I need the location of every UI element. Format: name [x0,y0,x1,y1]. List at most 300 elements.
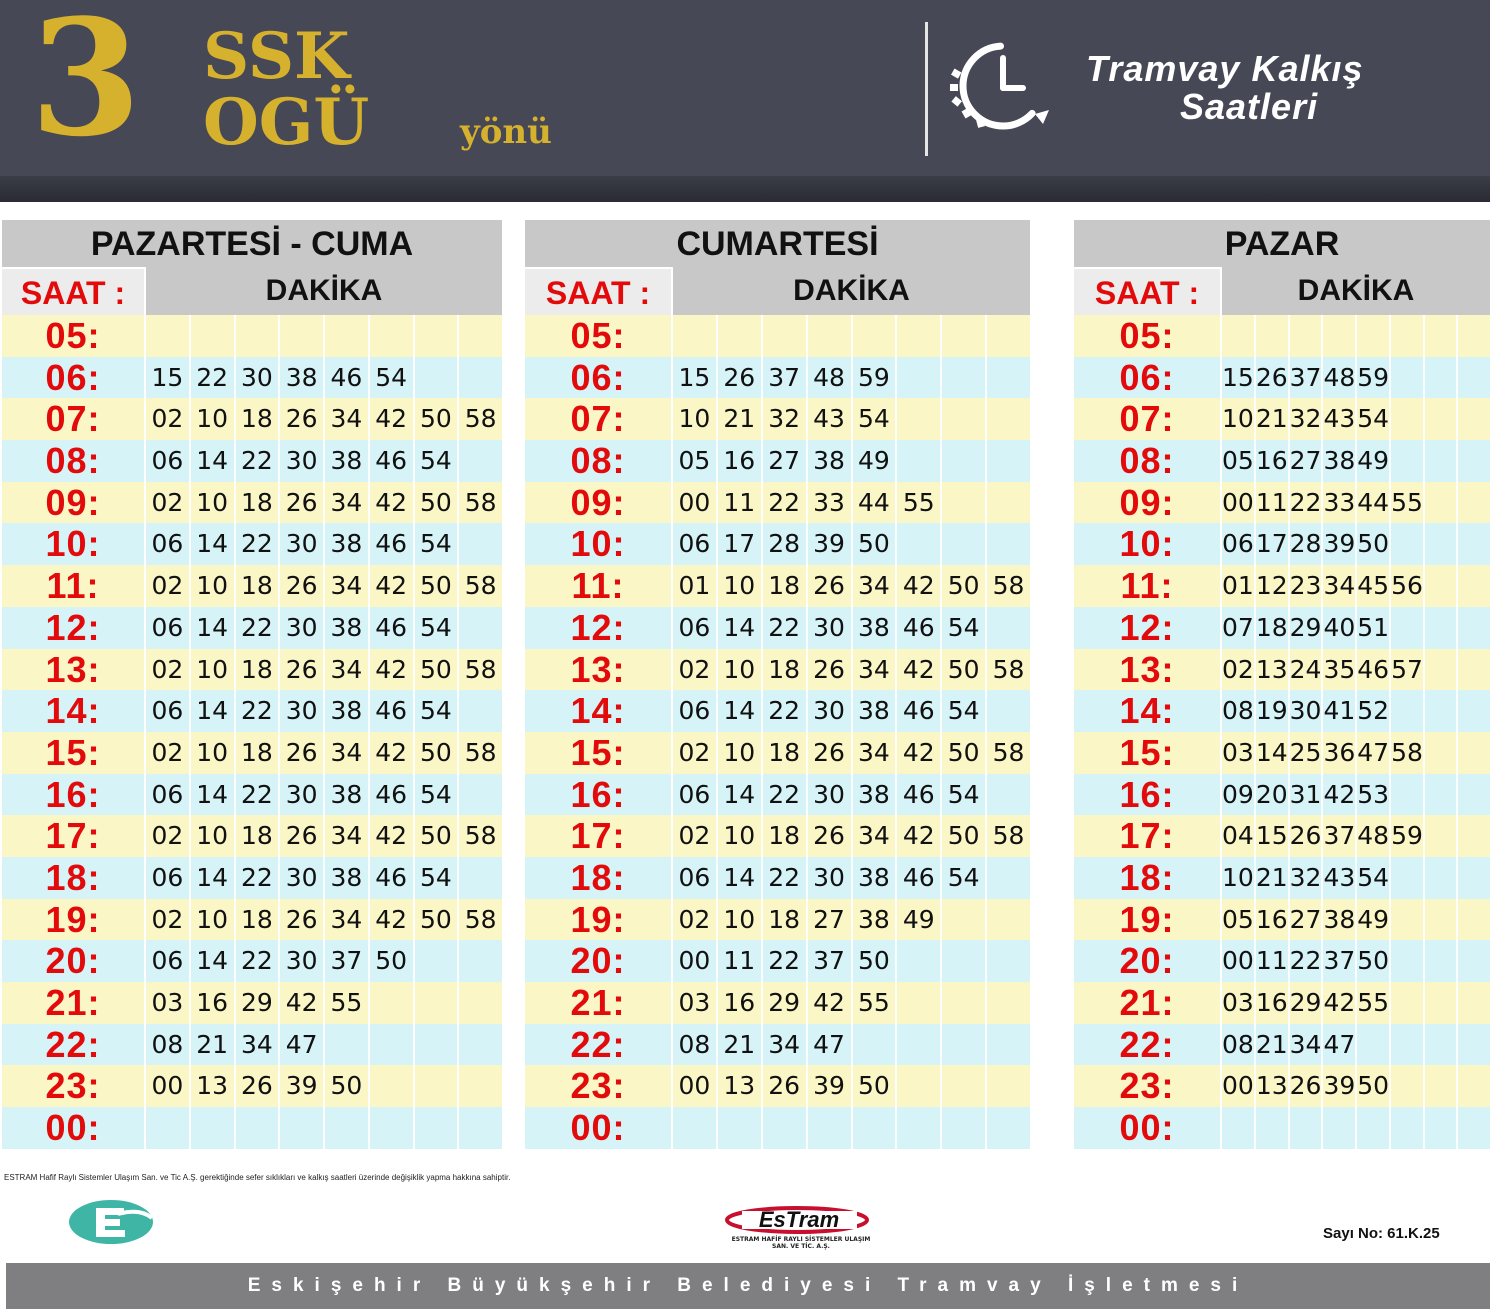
minute-cell [368,1065,413,1107]
minute-cell: 18 [234,398,279,440]
minute-cell: 07 [1222,612,1254,642]
minute-cell [457,774,502,816]
hour-cell: 17: [525,815,673,857]
hour-cell: 17: [2,815,146,857]
minute-cell: 39 [278,1065,323,1107]
minute-cell: 54 [940,607,985,649]
minute-cell [189,1107,234,1149]
minute-cell: 58 [457,398,502,440]
minute-cell: 03 [678,988,711,1017]
minute-cell: 17 [716,523,761,565]
minute-cell [1456,1065,1490,1107]
minutes-cells [673,482,1030,524]
minute-cell: 08 [678,1029,711,1059]
minute-cell: 14 [189,857,234,899]
timetable-row [1074,357,1490,399]
hour-column-header: SAAT : [2,267,146,315]
hour-cell: 14: [1074,690,1222,732]
minute-cell: 51 [1355,607,1389,649]
minute-cell [940,315,985,357]
minutes-cells [673,690,1030,732]
minute-cell [1423,357,1457,399]
timetable-row [2,774,502,816]
minutes-cells [1222,398,1490,440]
hour-cell: 12: [1074,607,1222,649]
minute-cell [673,1107,716,1149]
minute-cell: 02 [151,654,184,684]
hour-cell: 22: [2,1024,146,1066]
line-number: 3 [30,0,142,172]
minutes-cells [1222,357,1490,399]
minute-cell: 34 [323,815,368,857]
minute-cell: 10 [716,899,761,941]
minutes-cells [1222,565,1490,607]
timetable-row [2,1024,502,1066]
minutes-cells [673,607,1030,649]
minutes-cells [146,649,502,691]
minute-cell: 10 [189,899,234,941]
minute-cell: 46 [368,523,413,565]
minutes-cells [146,482,502,524]
minutes-cells [673,315,1030,357]
minute-cell: 49 [895,899,940,941]
minute-cell: 02 [678,821,711,851]
minutes-cells [146,607,502,649]
minute-cell: 47 [1355,732,1389,774]
minute-cell [851,1024,896,1066]
minute-cell: 34 [851,815,896,857]
minute-cell [1456,1024,1490,1066]
table-header-row [1074,267,1490,315]
timetable-row [525,815,1030,857]
minute-cell [457,315,502,357]
minute-cell [985,774,1030,816]
minute-cell: 46 [368,857,413,899]
minute-cell [1389,1065,1423,1107]
timetable-row [2,649,502,691]
minute-cell [1456,565,1490,607]
minute-cell: 03 [151,988,184,1017]
minute-cell: 02 [678,904,711,934]
minute-cell: 54 [413,523,458,565]
minute-cell: 13 [1254,649,1288,691]
timetable-row [1074,940,1490,982]
minute-cell [1423,857,1457,899]
minute-cell [1423,607,1457,649]
minute-cell [985,857,1030,899]
minute-cell: 14 [189,774,234,816]
minute-cell: 54 [1355,398,1389,440]
minute-cell: 14 [189,440,234,482]
minute-cell: 37 [761,357,806,399]
minute-cell [1423,940,1457,982]
minute-cell [985,1065,1030,1107]
minute-cell: 22 [761,607,806,649]
timetable-row [1074,398,1490,440]
hour-cell: 14: [2,690,146,732]
minute-cell: 46 [895,857,940,899]
minute-cell [673,315,716,357]
minute-cell: 52 [1355,690,1389,732]
minute-cell: 38 [851,690,896,732]
minute-cell [457,1024,502,1066]
minute-cell: 42 [368,815,413,857]
minute-cell [1423,649,1457,691]
minute-cell: 22 [761,940,806,982]
minute-cell: 14 [716,690,761,732]
minute-cell: 22 [761,774,806,816]
minute-cell: 50 [413,815,458,857]
hour-column-header: SAAT : [525,267,673,315]
direction-suffix: yönü [460,112,552,152]
minute-cell [1389,1024,1423,1066]
minute-cell: 14 [716,857,761,899]
timetable-row [1074,482,1490,524]
minute-cell: 46 [323,357,368,399]
minute-cell: 34 [323,899,368,941]
minute-cell: 14 [1254,732,1288,774]
minutes-cells [1222,774,1490,816]
minute-cell [1456,732,1490,774]
minute-cell: 08 [1222,696,1254,726]
minute-cell: 54 [413,607,458,649]
minute-cell: 54 [413,857,458,899]
minute-cell: 55 [1389,482,1423,524]
timetable-row [525,1065,1030,1107]
minute-cell: 29 [234,982,279,1024]
minutes-cells [1222,607,1490,649]
minute-cell [1456,815,1490,857]
minute-cell: 29 [1288,982,1322,1024]
minute-cell [457,440,502,482]
timetable-row [2,315,502,357]
hour-cell: 08: [525,440,673,482]
minute-cell: 27 [1288,440,1322,482]
minute-cell [1389,940,1423,982]
minute-cell: 42 [895,815,940,857]
minute-cell: 21 [1254,1024,1288,1066]
minute-cell: 10 [716,649,761,691]
timetable-row [2,857,502,899]
minute-cell [985,899,1030,941]
hour-cell: 13: [525,649,673,691]
minute-cell: 08 [1222,1029,1254,1059]
minute-cell: 16 [189,982,234,1024]
minute-cell: 54 [940,690,985,732]
minute-cell: 15 [1254,815,1288,857]
hour-cell: 06: [2,357,146,399]
minute-cell [413,1065,458,1107]
minute-cell: 30 [806,774,851,816]
minutes-cells [1222,649,1490,691]
minute-cell: 43 [806,398,851,440]
hour-cell: 05: [1074,315,1222,357]
timetable-row [525,482,1030,524]
minute-cell: 50 [940,565,985,607]
minute-cell [1456,357,1490,399]
hour-cell: 15: [1074,732,1222,774]
minute-cell: 14 [189,607,234,649]
hour-cell: 12: [525,607,673,649]
minute-cell [413,357,458,399]
minute-cell [1456,940,1490,982]
minute-cell [1288,1107,1322,1149]
minute-cell: 58 [457,482,502,524]
minute-cell [457,523,502,565]
minute-cell [1456,982,1490,1024]
minute-cell [851,315,896,357]
minute-cell [413,1107,458,1149]
minute-cell: 55 [323,982,368,1024]
hour-cell: 21: [525,982,673,1024]
timetable-row [1074,857,1490,899]
timetable-row [525,899,1030,941]
minute-cell [985,315,1030,357]
minute-cell: 58 [457,565,502,607]
estram-logo-mark [722,1204,872,1236]
minute-cell: 26 [1254,357,1288,399]
timetable-row [2,398,502,440]
minute-cell: 05 [1222,904,1254,934]
hour-cell: 00: [525,1107,673,1149]
minute-cell: 46 [368,774,413,816]
minutes-cells [673,982,1030,1024]
minute-cell [1423,732,1457,774]
minute-cell: 46 [895,607,940,649]
minute-cell: 00 [678,487,711,517]
minute-cell [1423,1107,1457,1149]
minute-cell: 40 [1321,607,1355,649]
hour-cell: 16: [2,774,146,816]
minute-cell: 06 [678,779,711,809]
minutes-cells [673,732,1030,774]
minute-cell [1389,1107,1423,1149]
minute-cell: 06 [151,946,184,976]
timetable-row [1074,1065,1490,1107]
minute-cell [457,1065,502,1107]
minute-cell [985,1107,1030,1149]
hour-cell: 20: [525,940,673,982]
minute-cell: 50 [413,482,458,524]
bottom-banner [6,1263,1490,1309]
minute-cell: 58 [985,565,1030,607]
minute-cell: 59 [851,357,896,399]
minute-cell: 54 [940,857,985,899]
minute-cell: 26 [278,565,323,607]
timetable-row [1074,1024,1490,1066]
minute-cell: 38 [323,774,368,816]
minute-cell: 50 [851,1065,896,1107]
minute-cell: 02 [1222,654,1254,684]
timetable-row [1074,565,1490,607]
minute-cell [1456,774,1490,816]
minute-cell: 57 [1389,649,1423,691]
minute-cell: 34 [234,1024,279,1066]
minute-cell: 58 [985,649,1030,691]
minute-cell: 02 [151,737,184,767]
minute-cell: 58 [457,815,502,857]
minutes-cells [146,1107,502,1149]
minute-cell [985,982,1030,1024]
minute-cell: 06 [678,529,711,559]
minute-cell: 41 [1321,690,1355,732]
minute-cell: 16 [1254,982,1288,1024]
minute-cell [985,357,1030,399]
minute-cell: 10 [189,482,234,524]
minute-cell [368,315,413,357]
minute-cell: 15 [1222,362,1254,392]
timetable-row [2,940,502,982]
minute-cell: 38 [278,357,323,399]
minute-cell: 36 [1321,732,1355,774]
minute-cell: 30 [278,440,323,482]
minute-cell [1456,315,1490,357]
timetable-row [2,482,502,524]
minute-cell: 10 [189,565,234,607]
minute-cell: 21 [1254,398,1288,440]
minute-cell [895,940,940,982]
minute-cell [895,398,940,440]
minute-cell: 06 [678,862,711,892]
minute-cell: 26 [716,357,761,399]
minute-cell [940,899,985,941]
minute-cell [1222,315,1254,357]
minute-cell: 22 [234,607,279,649]
minute-cell [1389,690,1423,732]
minutes-cells [146,523,502,565]
minute-cell [985,482,1030,524]
timetable-row [525,1107,1030,1149]
minute-cell: 50 [1355,523,1389,565]
minute-cell: 30 [806,607,851,649]
minute-cell [716,1107,761,1149]
minute-cell [1423,398,1457,440]
timetable-row [525,649,1030,691]
minute-cell [323,1107,368,1149]
hour-cell: 11: [2,565,146,607]
minute-cell: 50 [940,649,985,691]
table-saturday [525,220,1030,1149]
timetable-row [1074,774,1490,816]
minute-cell [1456,607,1490,649]
minute-cell [457,357,502,399]
hour-cell: 16: [1074,774,1222,816]
minutes-cells [1222,1065,1490,1107]
minutes-cells [1222,315,1490,357]
title-line2: Saatleri [1180,86,1319,127]
minute-cell [940,1065,985,1107]
minute-cell: 42 [278,982,323,1024]
minute-cell: 26 [806,815,851,857]
minute-cell: 34 [1321,565,1355,607]
header-banner [0,0,1490,178]
minute-cell [457,1107,502,1149]
minutes-cells [673,649,1030,691]
minutes-cells [1222,482,1490,524]
minute-cell: 18 [234,732,279,774]
minute-cell [1423,1065,1457,1107]
minute-cell [1389,607,1423,649]
minute-cell: 26 [1288,815,1322,857]
timetable-row [1074,440,1490,482]
minutes-cells [673,565,1030,607]
minute-cell: 54 [413,774,458,816]
hour-cell: 07: [525,398,673,440]
hour-cell: 15: [525,732,673,774]
table-title: PAZARTESİ - CUMA [2,220,502,267]
minute-cell: 30 [806,857,851,899]
minute-cell [985,523,1030,565]
minute-cell: 30 [234,357,279,399]
minutes-cells [673,523,1030,565]
minute-cell: 26 [278,732,323,774]
timetable-row [525,940,1030,982]
minute-cell: 58 [457,899,502,941]
minutes-cells [673,1065,1030,1107]
minute-cell [1456,1107,1490,1149]
minute-cell: 42 [895,649,940,691]
bottom-banner-text: Eskişehir Büyükşehir Belediyesi Tramvay İşletmesi [247,1275,1249,1296]
minute-cell [413,315,458,357]
minute-cell: 32 [761,398,806,440]
minute-cell [1423,690,1457,732]
minute-cell [457,982,502,1024]
minutes-cells [146,565,502,607]
minute-cell [1456,857,1490,899]
timetable-row [525,1024,1030,1066]
minute-cell [1389,357,1423,399]
minute-cell: 11 [1254,940,1288,982]
minute-cell: 42 [368,482,413,524]
minute-cell: 42 [1321,774,1355,816]
table-title: PAZAR [1074,220,1490,267]
minute-cell [806,315,851,357]
minute-cell [940,940,985,982]
minutes-cells [1222,815,1490,857]
minute-cell: 01 [1222,571,1254,601]
minute-cell [940,440,985,482]
minute-cell: 25 [1288,732,1322,774]
hour-cell: 22: [525,1024,673,1066]
minute-cell: 21 [716,1024,761,1066]
minute-cell: 34 [851,565,896,607]
hour-cell: 14: [525,690,673,732]
minutes-cells [146,774,502,816]
hour-cell: 08: [2,440,146,482]
minute-cell: 10 [716,732,761,774]
issue-number: Sayı No: 61.K.25 [1323,1225,1440,1242]
minute-cell [1456,899,1490,941]
minute-cell: 26 [806,565,851,607]
minute-cell [146,1107,189,1149]
minute-cell [1423,1024,1457,1066]
minute-cell [413,940,458,982]
minute-cell [940,1107,985,1149]
minute-cell: 34 [323,732,368,774]
minute-cell: 22 [234,523,279,565]
minutes-cells [673,357,1030,399]
estram-subtitle [726,1236,876,1250]
minute-cell [940,523,985,565]
minutes-cells [673,440,1030,482]
minute-cell: 50 [413,565,458,607]
minute-cell: 35 [1321,649,1355,691]
minute-cell: 27 [761,440,806,482]
table-weekdays [2,220,502,1149]
timetable-row [2,523,502,565]
minute-cell: 38 [1321,899,1355,941]
minute-cell: 02 [151,904,184,934]
